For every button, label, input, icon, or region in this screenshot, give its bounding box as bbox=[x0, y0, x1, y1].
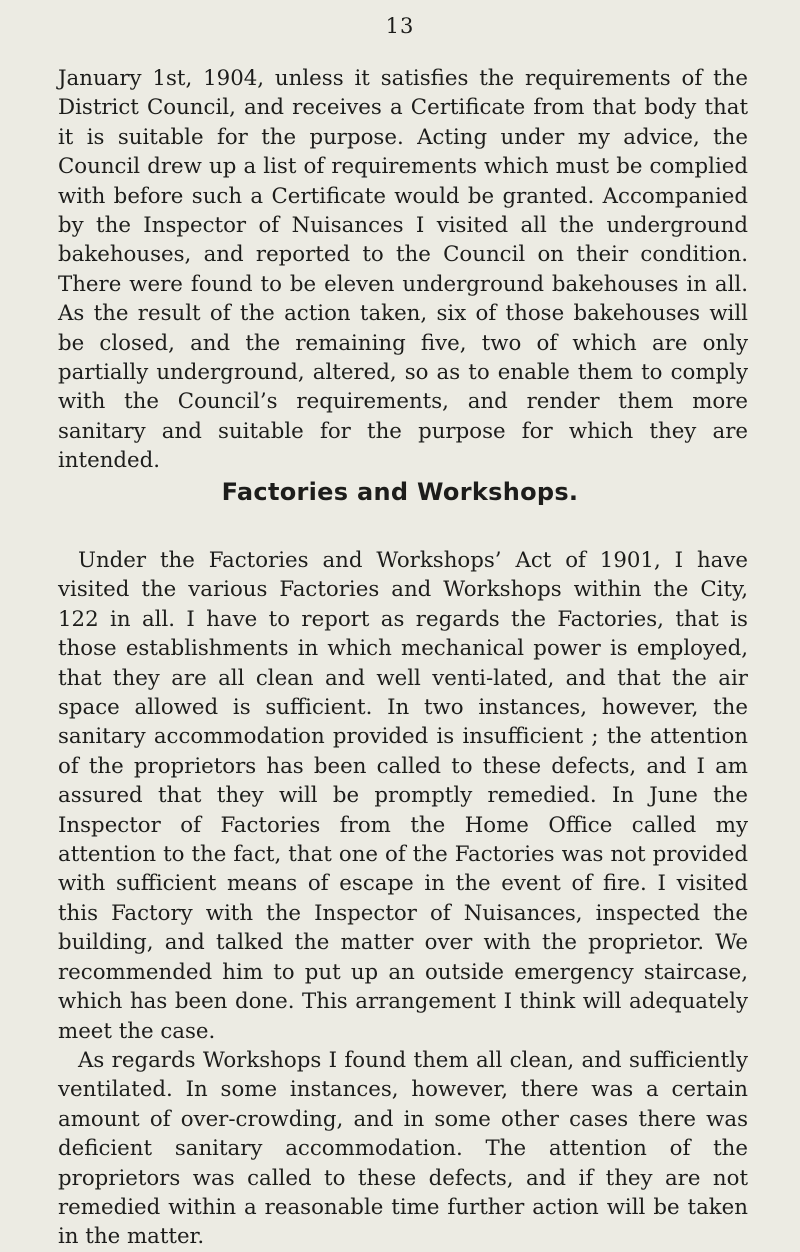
section-body bbox=[58, 546, 748, 1252]
paragraph: Under the Factories and Workshops’ Act of 1901, I have visited the various Factories and Workshops within the City, 122 in all. I have to report as regards the Factories, that is those establishments in which mechanical power is employed, that they are all clean and well venti-lated, and that the air space allowed is sufficient. In two instances, however, the sanitary accommodation provided is insufficient ; the attention of the proprietors has been called to these defects, and I am assured that they will be promptly remedied. In June the Inspector of Factories from the Home Office called my attention to the fact, that one of the Factories was not provided with sufficient means of escape in the event of fire. I visited this Factory with the Inspector of Nuisances, inspected the building, and talked the matter over with the proprietor. We recommended him to put up an outside emergency staircase, which has been done. This arrangement I think will adequately meet the case. bbox=[58, 548, 748, 1044]
section-heading: Factories and Workshops. bbox=[221, 478, 579, 506]
continuation-paragraph: January 1st, 1904, unless it satisfies the requirements of the District Council, and receives a Certificate from that body that it is suitable for the purpose. Acting under my advice, the Council drew up a list of requirements which must be complied with before such a Certificate would be granted. Accompanied by the Inspector of Nuisances I visited all the underground bakehouses, and reported to the Council on their condition. There were found to be eleven underground bakehouses in all. As the result of the action taken, six of those bakehouses will be closed, and the remaining five, two of which are only partially underground, altered, so as to enable them to comply with the Council’s requirements, and render them more sanitary and suitable for the purpose for which they are intended. bbox=[58, 66, 748, 474]
page-number: 13 bbox=[385, 14, 415, 38]
paragraph: As regards Workshops I found them all clean, and sufficiently ventilated. In some instances, however, there was a certain amount of over-crowding, and in some other cases there was deficient sanitary accommodation. The attention of the proprietors was called to these defects, and if they are not remedied within a reasonable time further action will be taken in the matter. bbox=[58, 1047, 748, 1250]
